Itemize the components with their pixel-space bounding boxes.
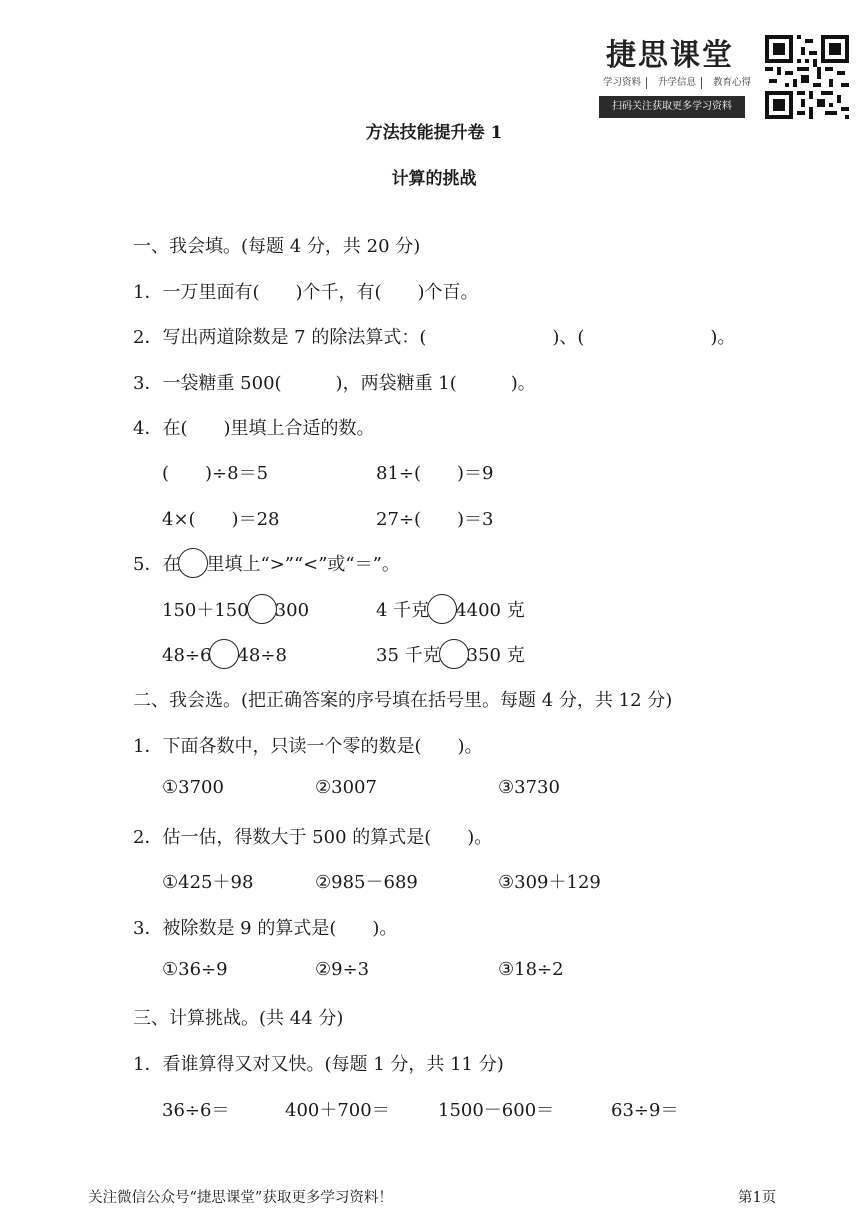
s1-q5-prefix: 5．在 xyxy=(133,554,181,575)
s1-q4-item: 4×( )＝28 xyxy=(162,509,280,530)
page-subtitle: 计算的挑战 xyxy=(391,169,477,189)
brand-tag: 教育心得 xyxy=(713,77,752,88)
s2-question-1: 1．下面各数中，只读一个零的数是( )。 xyxy=(133,736,483,757)
qr-code-icon xyxy=(765,35,849,119)
s1-question-3: 3．一袋糖重 500( )，两袋糖重 1( )。 xyxy=(133,373,536,394)
s2-q2-option: ③309＋129 xyxy=(498,872,601,893)
section1-heading: 一、我会填。(每题 4 分，共 20 分) xyxy=(133,236,421,257)
s1-q4-item: 81÷( )＝9 xyxy=(376,463,494,484)
compare-right: 350 克 xyxy=(466,645,525,666)
page-number: 第1页 xyxy=(738,1190,777,1206)
s1-q5-item xyxy=(162,596,309,626)
answer-circle xyxy=(427,594,457,624)
s1-q5-suffix: 里填上“>”“<”或“＝”。 xyxy=(206,554,400,575)
answer-circle xyxy=(247,594,277,624)
s1-q4-item: ( )÷8＝5 xyxy=(162,463,269,484)
s2-q2-option: ②985－689 xyxy=(315,872,418,893)
s1-question-1: 1．一万里面有( )个千，有( )个百。 xyxy=(133,282,479,303)
brand-tags xyxy=(600,74,754,89)
footer-note: 关注微信公众号“捷思课堂”获取更多学习资料！ xyxy=(88,1190,393,1206)
s1-q5-item xyxy=(162,641,287,671)
section3-heading: 三、计算挑战。(共 44 分) xyxy=(133,1008,344,1029)
s2-question-2: 2．估一估，得数大于 500 的算式是( )。 xyxy=(133,827,493,848)
s1-question-4: 4．在( )里填上合适的数。 xyxy=(133,418,375,439)
s2-q1-option: ①3700 xyxy=(162,777,224,798)
s3-question-1: 1．看谁算得又对又快。(每题 1 分，共 11 分) xyxy=(133,1054,504,1075)
brand-tag: 升学信息 xyxy=(658,77,697,88)
s2-q3-option: ③18÷2 xyxy=(498,959,564,980)
s2-q1-option: ②3007 xyxy=(315,777,377,798)
brand-title: 捷思课堂 xyxy=(606,38,734,73)
s2-q3-option: ②9÷3 xyxy=(315,959,370,980)
s1-question-5 xyxy=(133,550,400,580)
answer-circle xyxy=(439,639,469,669)
s2-q1-option: ③3730 xyxy=(498,777,560,798)
compare-right: 4400 克 xyxy=(455,600,525,621)
s1-q5-item xyxy=(376,596,525,626)
answer-circle xyxy=(209,639,239,669)
s3-q1-item: 63÷9＝ xyxy=(611,1100,679,1121)
compare-right: 48÷8 xyxy=(237,645,287,666)
compare-left: 48÷6 xyxy=(162,645,212,666)
s1-q4-item: 27÷( )＝3 xyxy=(376,509,494,530)
s3-q1-item: 400＋700＝ xyxy=(285,1100,390,1121)
brand-tag: 学习资料 xyxy=(603,77,642,88)
s3-q1-item: 36÷6＝ xyxy=(162,1100,230,1121)
page-title: 方法技能提升卷 1 xyxy=(365,123,503,143)
s3-q1-item: 1500－600＝ xyxy=(438,1100,555,1121)
s2-q3-option: ①36÷9 xyxy=(162,959,228,980)
s1-question-2: 2．写出两道除数是 7 的除法算式：( )、( )。 xyxy=(133,327,736,348)
section2-heading: 二、我会选。(把正确答案的序号填在括号里。每题 4 分，共 12 分) xyxy=(133,690,673,711)
compare-left: 150＋150 xyxy=(162,600,249,621)
compare-right: 300 xyxy=(274,600,310,621)
s2-question-3: 3．被除数是 9 的算式是( )。 xyxy=(133,918,398,939)
compare-left: 4 千克 xyxy=(376,600,430,621)
compare-left: 35 千克 xyxy=(376,645,441,666)
brand-bar: 扫码关注获取更多学习资料 xyxy=(599,96,745,118)
s2-q2-option: ①425＋98 xyxy=(162,872,254,893)
s1-q5-item xyxy=(376,641,525,671)
answer-circle xyxy=(178,548,208,578)
